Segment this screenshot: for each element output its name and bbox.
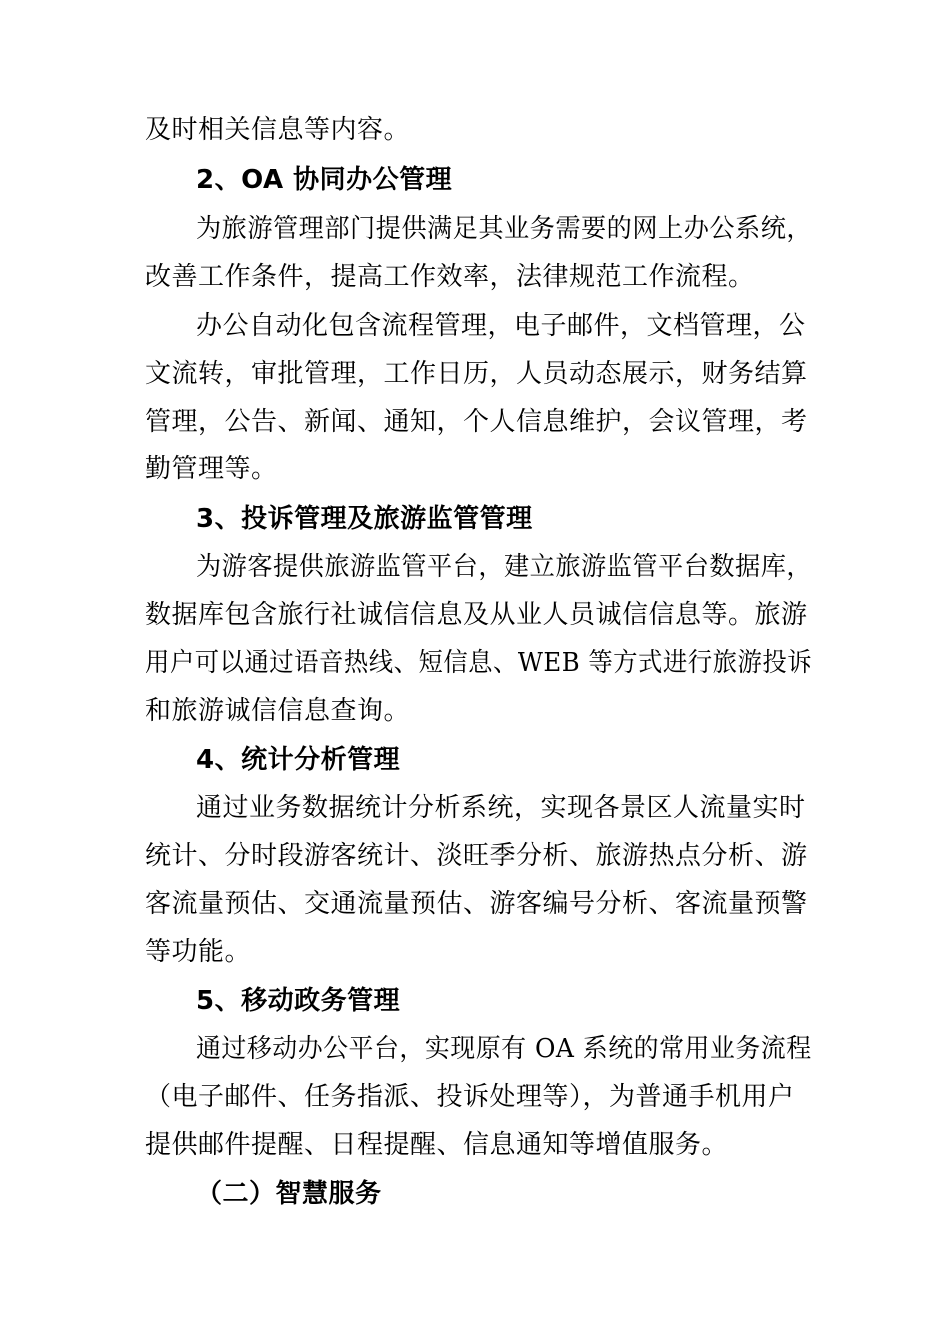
body-text-line: 管理，公告、新闻、通知，个人信息维护，会议管理，考 [145, 407, 808, 437]
body-text-line: （电子邮件、任务指派、投诉处理等），为普通手机用户 [145, 1082, 795, 1112]
body-text-line: 通过业务数据统计分析系统，实现各景区人流量实时 [196, 793, 806, 823]
body-text-line: 等功能。 [145, 937, 252, 967]
body-text-line: 和旅游诚信信息查询。 [145, 696, 411, 726]
body-text-line: 改善工作条件，提高工作效率，法律规范工作流程。 [145, 262, 755, 292]
section-heading-statistics: 4、统计分析管理 [196, 745, 401, 775]
body-text-line: 客流量预估、交通流量预估、游客编号分析、客流量预警 [145, 889, 808, 919]
body-text-line: 用户可以通过语音热线、短信息、WEB 等方式进行旅游投诉 [145, 648, 813, 678]
body-text-line: 通过移动办公平台，实现原有 OA 系统的常用业务流程 [196, 1034, 812, 1064]
body-text-line: 文流转，审批管理，工作日历，人员动态展示，财务结算 [145, 359, 808, 389]
body-text-line: 办公自动化包含流程管理，电子邮件，文档管理，公 [196, 311, 806, 341]
section-heading-oa: 2、OA 协同办公管理 [196, 165, 453, 195]
body-text-line: 数据库包含旅行社诚信信息及从业人员诚信信息等。旅游 [145, 600, 808, 630]
section-heading-smart-services: （二）智慧服务 [196, 1179, 382, 1209]
body-text-line: 统计、分时段游客统计、淡旺季分析、旅游热点分析、游 [145, 841, 808, 871]
body-text-line: 勤管理等。 [145, 454, 278, 484]
body-text-line: 为游客提供旅游监管平台，建立旅游监管平台数据库， [196, 552, 813, 582]
body-text-line: 提供邮件提醒、日程提醒、信息通知等增值服务。 [145, 1130, 729, 1160]
section-heading-mobile: 5、移动政务管理 [196, 986, 401, 1016]
body-text-line: 及时相关信息等内容。 [145, 115, 411, 145]
section-heading-complaints: 3、投诉管理及旅游监管管理 [196, 504, 533, 534]
body-text-line: 为旅游管理部门提供满足其业务需要的网上办公系统， [196, 214, 813, 244]
